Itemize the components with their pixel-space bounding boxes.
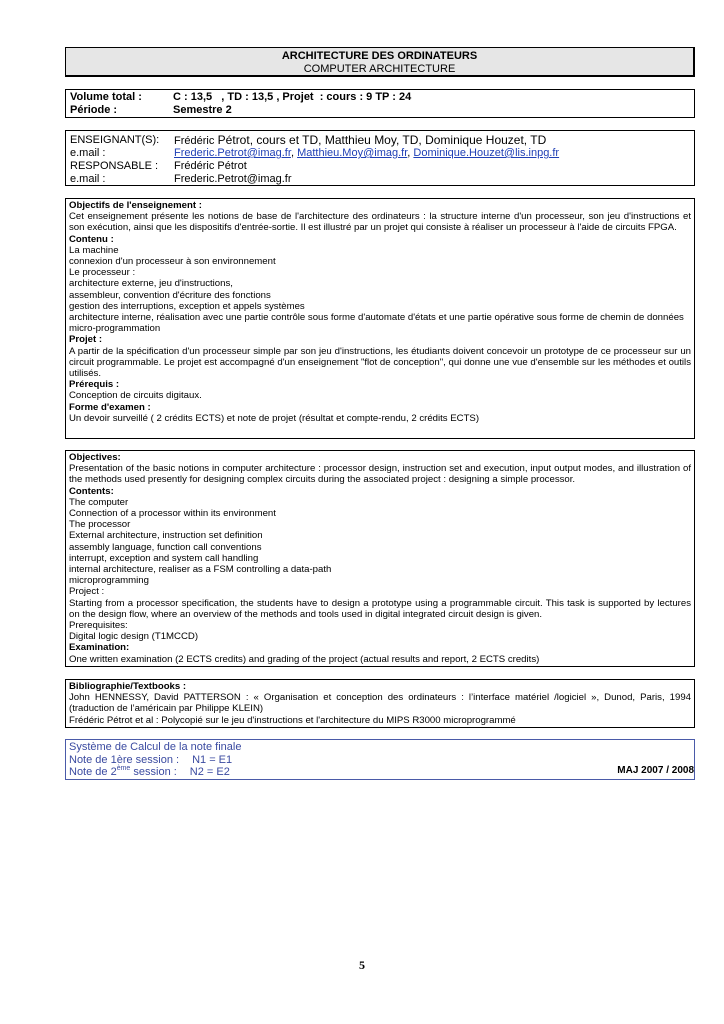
list-item: architecture externe, jeu d'instructions, (69, 278, 233, 290)
list-item: internal architecture, realiser as a FSM controlling a data-path (69, 564, 332, 576)
en-project-heading: Project : (69, 586, 105, 598)
volume-total-value: C : 13,5 , TD : 13,5 , Projet : cours : 9 TP : 24 (173, 91, 412, 103)
fr-prereq-heading: Prérequis : (69, 379, 120, 391)
email-link-petrot[interactable]: Frederic.Petrot@imag.fr (174, 147, 291, 159)
list-item: La machine (69, 244, 119, 256)
email-label: e.mail : (70, 147, 106, 159)
update-year: MAJ 2007 / 2008 (617, 765, 694, 776)
bibliography-entry: John HENNESSY, David PATTERSON : « Organisation et conception des ordinateurs : l’interface matériel /logiciel », Dunod, Paris, 1994 (traduction de l’américain par Philippe KLEIN) (69, 692, 691, 715)
course-title-en: COMPUTER ARCHITECTURE (303, 63, 456, 75)
bibliography-box (65, 679, 695, 728)
course-title-fr: ARCHITECTURE DES ORDINATEURS (281, 50, 478, 62)
list-item: micro-programmation (69, 323, 161, 335)
list-item: microprogramming (69, 575, 149, 587)
en-exam-heading: Examination: (69, 642, 130, 654)
en-exam-text: One written examination (2 ECTS credits) and grading of the project (actual results and report, 2 ECTS credits) (69, 653, 540, 665)
responsible-email: Frederic.Petrot@imag.fr (174, 173, 292, 185)
page-number: 5 (359, 958, 365, 972)
teachers-value: Frédéric Pétrot, cours et TD, Matthieu Moy, TD, Dominique Houzet, TD (174, 133, 547, 147)
period-label: Période : (70, 104, 118, 116)
grading-title: Système de Calcul de la note finale (69, 741, 242, 753)
list-item: interrupt, exception and system call handling (69, 552, 259, 564)
volume-total-label: Volume total : (70, 91, 142, 103)
volume-box (65, 89, 695, 118)
fr-exam-heading: Forme d'examen : (69, 401, 151, 413)
list-item: assembleur, convention d'écriture des fonctions (69, 289, 271, 301)
en-objectives-text: Presentation of the basic notions in computer architecture : processor design, instruction set and execution, input output modes, and illustration of the methods used presently for designing complex circuits during the associated project : designing a simple processor. (69, 463, 691, 486)
responsible-label: RESPONSABLE : (70, 160, 159, 172)
list-item: Connection of a processor within its environment (69, 508, 276, 520)
en-content-heading: Contents: (69, 485, 114, 497)
fr-objectives-heading: Objectifs de l'enseignement : (69, 200, 202, 211)
staff-box (65, 130, 695, 186)
email-link-houzet[interactable]: Dominique.Houzet@lis.inpg.fr (413, 147, 560, 159)
list-item: Le processeur : (69, 267, 136, 279)
list-item: connexion d'un processeur à son environnement (69, 256, 276, 268)
fr-prereq-text: Conception de circuits digitaux. (69, 390, 202, 402)
course-title-box (65, 47, 695, 77)
list-item: assembly language, function call conventions (69, 541, 262, 553)
fr-objectives-text: Cet enseignement présente les notions de base de l'architecture des ordinateurs : la structure interne d'un processeur, son jeu d'instructions et son exécution, ainsi que les dispositifs d'entrée-sortie. Il est illustré par un projet qui consiste à réaliser un processeur à l'aide de circuits FPGA. (69, 211, 691, 234)
bibliography-entry: Frédéric Pétrot et al : Polycopié sur le jeu d'instructions et l'architecture du MIPS R3000 microprogrammé (69, 714, 516, 726)
grading-session-2: Note de 2ème session : N2 = E2 (69, 765, 230, 778)
fr-exam-text: Un devoir surveillé ( 2 crédits ECTS) et note de projet (résultat et compte-rendu, 2 crédits ECTS) (69, 412, 480, 424)
grading-box (65, 739, 695, 780)
french-description-box (65, 198, 695, 439)
en-prereq-heading: Prerequisites: (69, 620, 128, 632)
fr-project-heading: Projet : (69, 334, 103, 346)
list-item: architecture interne, réalisation avec une partie contrôle sous forme d'automate d'états et une partie opérative sous forme de chemin de données (69, 312, 684, 324)
responsible-value: Frédéric Pétrot (174, 160, 247, 172)
teacher-emails: Frederic.Petrot@imag.fr, Matthieu.Moy@imag.fr, Dominique.Houzet@lis.inpg.fr (174, 147, 560, 159)
email-link-moy[interactable]: Matthieu.Moy@imag.fr (297, 147, 408, 159)
period-value: Semestre 2 (173, 104, 232, 116)
bibliography-heading: Bibliographie/Textbooks : (69, 681, 187, 692)
en-objectives-heading: Objectives: (69, 452, 121, 463)
english-description-box (65, 450, 695, 667)
fr-content-heading: Contenu : (69, 233, 114, 245)
list-item: The computer (69, 496, 129, 508)
fr-project-text: A partir de la spécification d'un processeur simple par son jeu d'instructions, les étudiants doivent concevoir un prototype de ce processeur sur un circuit programmable. Le projet est accompagné d'un enseignement "flot de conception", qui donne une vue d'ensemble sur les méthodes et outils utilisés. (69, 345, 691, 380)
teachers-label: ENSEIGNANT(S): (70, 134, 160, 146)
en-project-text: Starting from a processor specification, the students have to design a prototype using a programmable circuit. This task is supported by lectures on the design flow, where an overview of the methods and tools used in digital integrated circuit design is given. (69, 597, 691, 620)
en-prereq-text: Digital logic design (T1MCCD) (69, 631, 199, 643)
list-item: External architecture, instruction set definition (69, 530, 263, 542)
responsible-email-label: e.mail : (70, 173, 106, 185)
grading-session-1: Note de 1ère session : N1 = E1 (69, 753, 233, 766)
list-item: The processor (69, 519, 131, 531)
list-item: gestion des interruptions, exception et appels systèmes (69, 300, 305, 312)
